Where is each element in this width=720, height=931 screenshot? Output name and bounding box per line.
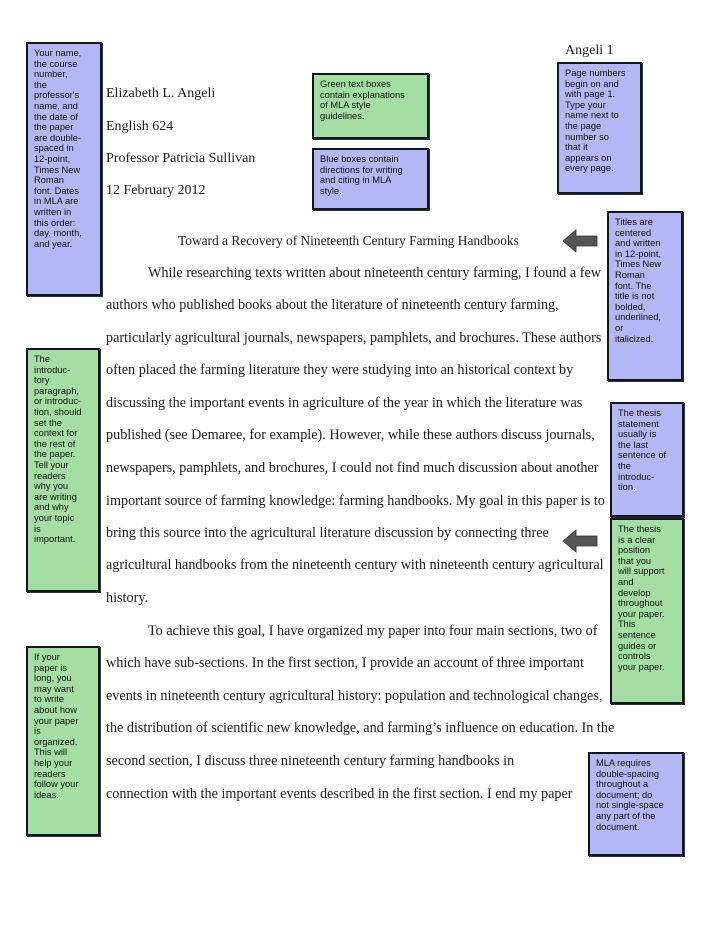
- body-line-10: agricultural handbooks from the nineteenth century with nineteenth century agricultural: [106, 557, 604, 573]
- page-header: Angeli 1: [565, 43, 614, 58]
- body-line-6: published (see Demaree, for example). However, while these authors discuss journals,: [106, 427, 595, 443]
- note-thesis-statement: The thesis statement usually is the last sentence of the introduc- tion.: [610, 402, 684, 517]
- body-line-4: often placed the farming literature they were studying into an historical context by: [106, 362, 574, 378]
- body-line-14: events in nineteenth century agricultural history: population and technological changes,: [106, 688, 603, 704]
- body-line-9: bring this source into the agricultural literature discussion by connecting three: [106, 525, 549, 541]
- note-green-legend: Green text boxes contain explanations of MLA style guidelines.: [312, 73, 429, 139]
- note-intro-paragraph: The introduc- tory paragraph, or introduc- tion, should set the context for the rest of the paper. Tell your readers why you are writing and why your topic is important.: [26, 348, 100, 592]
- body-line-15: the distribution of scientific new knowledge, and farming’s influence on education. In the: [106, 720, 615, 736]
- note-double-spacing: MLA requires double-spacing throughout a document; do not single-space any part of the document.: [588, 752, 684, 856]
- body-line-13: which have sub-sections. In the first section, I provide an account of three important: [106, 655, 584, 671]
- note-blue-legend: Blue boxes contain directions for writing and citing in MLA style.: [312, 148, 429, 210]
- body-line-17: connection with the important events described in the first section. I end my paper: [106, 786, 573, 802]
- body-line-3: particularly agricultural journals, newspapers, pamphlets, and brochures. These authors: [106, 330, 602, 346]
- body-line-1: While researching texts written about nineteenth century farming, I found a few: [148, 265, 602, 281]
- heading-course: English 624: [106, 119, 174, 134]
- note-page-numbers: Page numbers begin on and with page 1. Type your name next to the page number so that it appears on every page.: [557, 62, 642, 194]
- body-line-16: second section, I discuss three nineteenth century farming handbooks in: [106, 753, 515, 769]
- body-line-7: newspapers, pamphlets, and brochures, I could not find much discussion about another: [106, 460, 599, 476]
- body-line-8: important source of farming knowledge: farming handbooks. My goal in this paper is to: [106, 493, 605, 509]
- heading-name: Elizabeth L. Angeli: [106, 86, 216, 101]
- note-long-paper: If your paper is long, you may want to write about how your paper is organized. This will help your readers follow your ideas.: [26, 646, 100, 836]
- arrow-left-icon: [562, 528, 598, 554]
- body-line-5: discussing the important events in agriculture of the year in which the literature was: [106, 395, 583, 411]
- note-heading-info: Your name, the course number, the professor's name, and the date of the paper are double- spaced in 12-point, Times New Roman font. Dates in MLA are written in this order: day, month, and year.: [26, 42, 102, 296]
- arrow-left-icon: [562, 228, 598, 254]
- note-titles: Titles are centered and written in 12-point, Times New Roman font. The title is not bolded, underlined, or italicized.: [607, 211, 683, 381]
- body-line-2: authors who published books about the literature of nineteenth century farming,: [106, 297, 559, 313]
- note-thesis-position: The thesis is a clear position that you will support and develop throughout your paper. This sentence guides or controls your paper.: [610, 518, 684, 704]
- body-line-12: To achieve this goal, I have organized my paper into four main sections, two of: [148, 623, 598, 639]
- body-line-11: history.: [106, 590, 149, 606]
- heading-date: 12 February 2012: [106, 183, 206, 198]
- heading-professor: Professor Patricia Sullivan: [106, 151, 256, 166]
- paper-title: Toward a Recovery of Nineteenth Century Farming Handbooks: [178, 233, 519, 248]
